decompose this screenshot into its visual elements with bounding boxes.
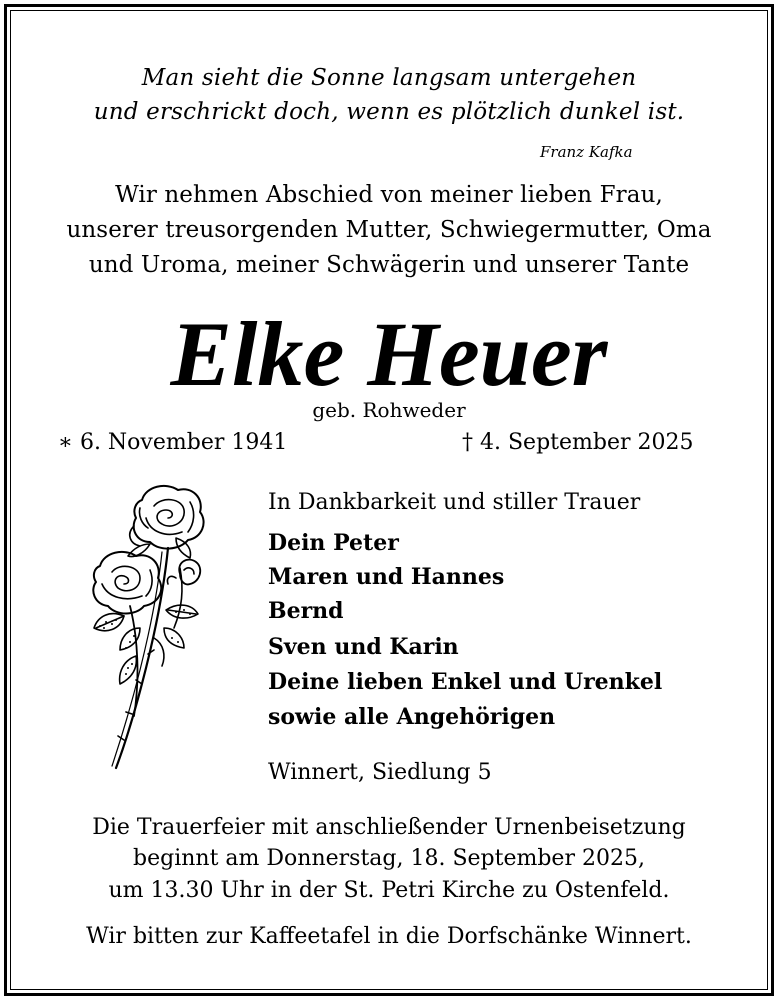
mourner-name: Maren und Hannes (268, 564, 505, 590)
intro-line-2: unserer treusorgenden Mutter, Schwiegermutter, Oma (66, 217, 712, 243)
quote-line-2: und erschrickt doch, wenn es plötzlich dunkel ist. (93, 99, 685, 125)
quote-author: Franz Kafka (540, 143, 633, 161)
intro-line-3: und Uroma, meiner Schwägerin und unserer Tante (88, 252, 690, 278)
service-line-4: Wir bitten zur Kaffeetafel in die Dorfschänke Winnert. (86, 924, 692, 949)
maiden-name: geb. Rohweder (312, 398, 466, 422)
mourners-heading: In Dankbarkeit und stiller Trauer (268, 490, 641, 515)
intro-line-1: Wir nehmen Abschied von meiner lieben Frau, (115, 182, 663, 208)
mourner-name: Dein Peter (268, 530, 399, 556)
rose-illustration (80, 478, 230, 778)
service-line-3: um 13.30 Uhr in der St. Petri Kirche zu Ostenfeld. (108, 878, 670, 903)
mourner-name: sowie alle Angehörigen (268, 704, 556, 730)
quote-line-1: Man sieht die Sonne langsam untergehen (141, 65, 637, 91)
mourner-name: Deine lieben Enkel und Urenkel (268, 669, 663, 695)
mourner-name: Bernd (268, 598, 344, 624)
deceased-name: Elke Heuer (170, 303, 608, 405)
service-line-1: Die Trauerfeier mit anschließender Urnenbeisetzung (92, 815, 686, 840)
service-line-2: beginnt am Donnerstag, 18. September 2025, (133, 846, 645, 871)
death-date: † 4. September 2025 (462, 430, 694, 455)
mourner-name: Sven und Karin (268, 634, 459, 660)
mourners-address: Winnert, Siedlung 5 (268, 760, 492, 785)
birth-date: ∗ 6. November 1941 (58, 430, 288, 455)
